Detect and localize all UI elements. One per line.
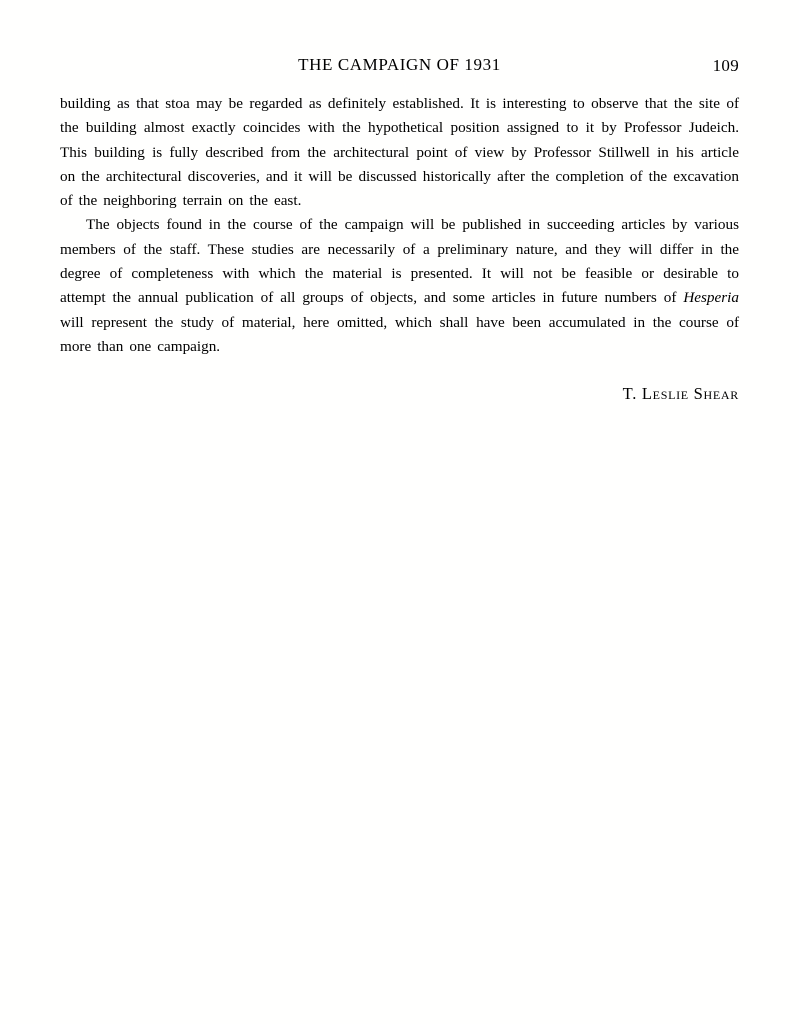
author-signature: [60, 384, 739, 404]
running-head: [60, 55, 739, 77]
paragraph-1: building as that stoa may be regarded as definitely established. It is interesting to observe that the site of the building almost exactly coincides with the hypothetical position assigned to it by Professor Judeich. This building is fully described from the architectural point of view by Professor Stillwell in his article on the architectural discoveries, and it will be discussed historically after the completion of the excavation of the neighboring terrain on the east.: [60, 95, 739, 210]
page-number: 109: [712, 56, 739, 75]
page-title: THE CAMPAIGN OF 1931: [298, 55, 501, 74]
body-text: [60, 92, 739, 359]
author-initial: T.: [622, 384, 642, 403]
author-name: Leslie Shear: [641, 384, 739, 403]
paragraph-2: [60, 213, 739, 359]
journal-title-hesperia: Hesperia: [683, 289, 739, 307]
paragraph-2-text-before: The objects found in the course of the campaign will be published in succeeding articles by various members of the staff. These studies are necessarily of a preliminary nature, and they will differ in the degree of completeness with which the material is presented. It will not be feasible or desirable to attempt the annual publication of all groups of objects, and some articles in future numbers of: [60, 216, 739, 307]
paragraph-2-text-after: will represent the study of material, here omitted, which shall have been accumulated in the course of more than one campaign.: [60, 313, 739, 355]
